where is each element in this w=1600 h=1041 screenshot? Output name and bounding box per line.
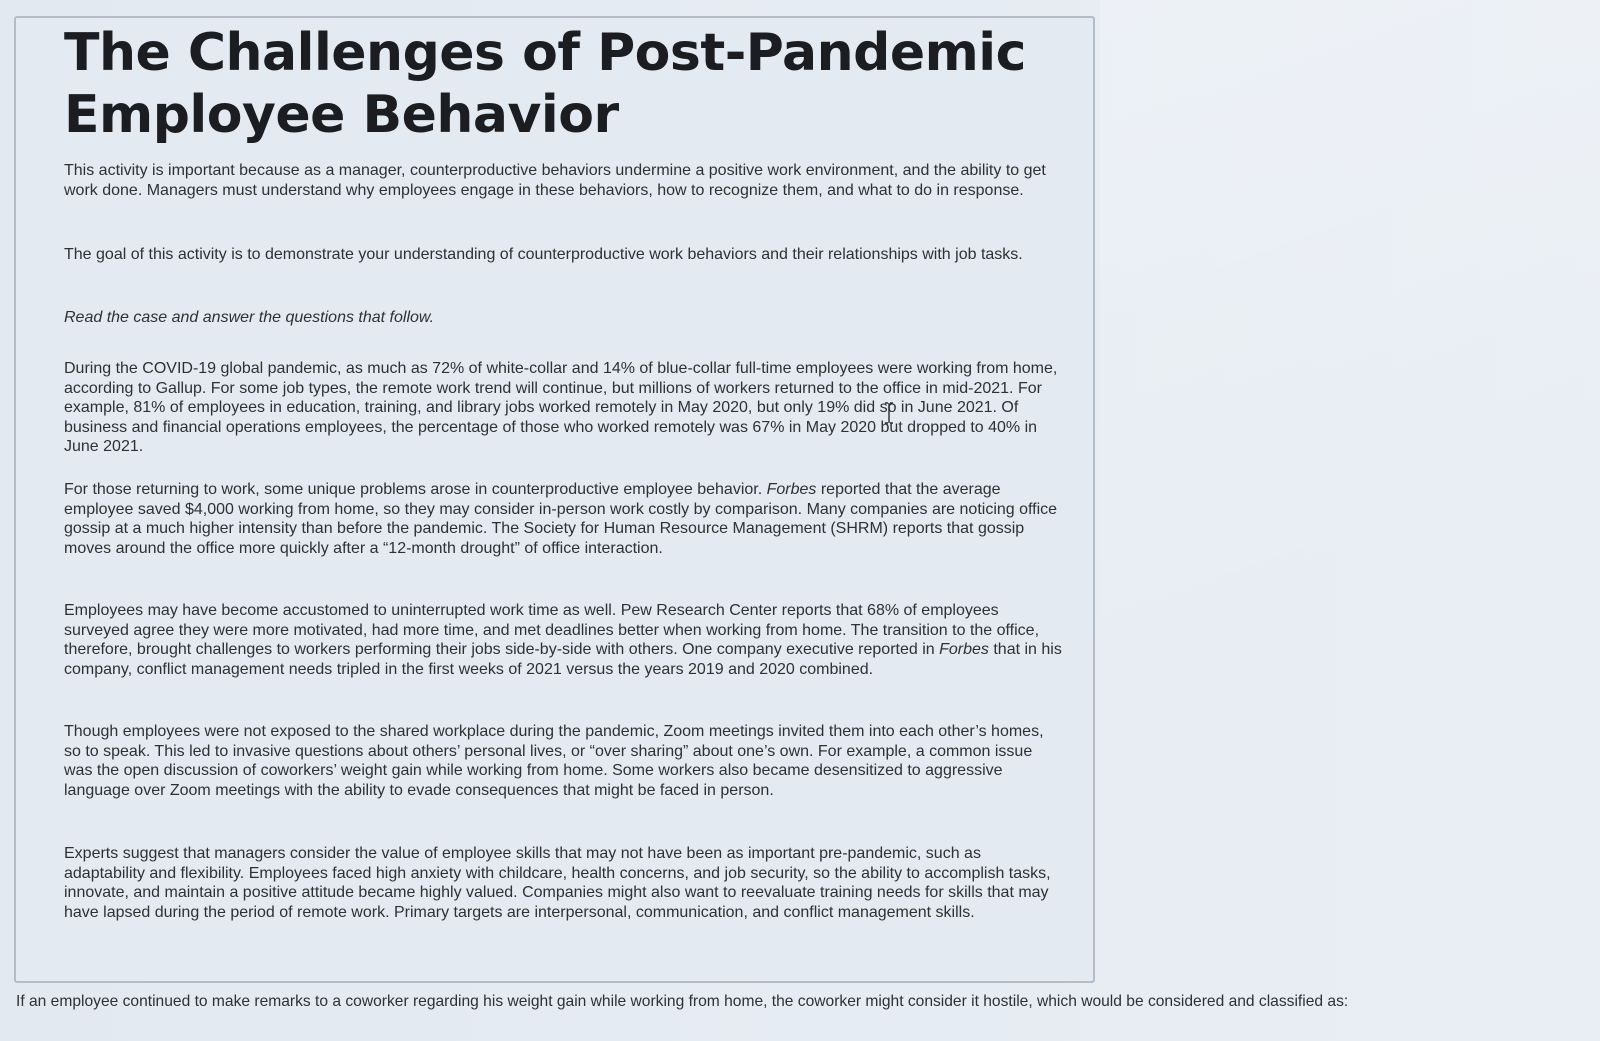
case-paragraph-2-text-a: For those returning to work, some unique problems arose in counterproductive employee behavior. <box>64 481 767 498</box>
case-paragraph-3-text-b: that in his company, conflict management needs tripled in the first weeks of 2021 versus the years 2019 and 2020 combined. <box>64 641 1062 678</box>
case-paragraph-3 <box>64 601 1064 679</box>
case-card <box>14 16 1095 983</box>
case-paragraph-3-text-a: Employees may have become accustomed to uninterrupted work time as well. Pew Research Center reports that 68% of employees surveyed agree they were more motivated, had more time, and met deadlines better when working from home. The transition to the office, therefore, brought challenges to workers performing their jobs side-by-side with others. One company executive reported in <box>64 602 1040 658</box>
goal-paragraph: The goal of this activity is to demonstrate your understanding of counterproductive work behaviors and their relationships with job tasks. <box>64 246 1023 263</box>
source-forbes: Forbes <box>939 641 989 658</box>
source-forbes: Forbes <box>766 481 817 498</box>
case-paragraph-2 <box>64 480 1064 558</box>
question-text: If an employee continued to make remarks to a coworker regarding his weight gain while working from home, the coworker might consider it hostile, which would be considered and classified as: <box>16 993 1349 1010</box>
page-title: The Challenges of Post-Pandemic Employee Behavior <box>64 23 1026 145</box>
text-cursor-icon <box>884 402 894 424</box>
case-paragraph-1: During the COVID-19 global pandemic, as much as 72% of white-collar and 14% of blue-collar full-time employees were working from home, according to Gallup. For some job types, the remote work trend will continue, but millions of workers returned to the office in mid-2021. For example, 81% of employees in education, training, and library jobs worked remotely in May 2020, but only 19% did so in June 2021. Of business and financial operations employees, the percentage of those who worked remotely was 67% in May 2020 but dropped to 40% in June 2021. <box>64 360 1058 455</box>
instruction-text: Read the case and answer the questions that follow. <box>64 309 435 326</box>
case-paragraph-5: Experts suggest that managers consider the value of employee skills that may not have been as important pre-pandemic, such as adaptability and flexibility. Employees faced high anxiety with childcare, health concerns, and job security, so the ability to accomplish tasks, innovate, and maintain a positive attitude became highly valued. Companies might also want to reevaluate training needs for skills that may have lapsed during the period of remote work. Primary targets are interpersonal, communication, and conflict management skills. <box>64 845 1051 921</box>
case-paragraph-2-text-b: reported that the average employee saved $4,000 working from home, so they may consider in-person work costly by comparison. Many companies are noticing office gossip at a much higher intensity than before the pandemic. The Society for Human Resource Management (SHRM) reports that gossip moves around the office more quickly after a “12-month drought” of office interaction. <box>64 481 1058 557</box>
screen-glare <box>1100 0 1600 980</box>
intro-paragraph: This activity is important because as a manager, counterproductive behaviors undermine a positive work environment, and the ability to get work done. Managers must understand why employees engage in these behaviors, how to recognize them, and what to do in response. <box>64 162 1046 199</box>
case-paragraph-4: Though employees were not exposed to the shared workplace during the pandemic, Zoom meetings invited them into each other’s homes, so to speak. This led to invasive questions about others’ personal lives, or “over sharing” about one’s own. For example, a common issue was the open discussion of coworkers’ weight gain while working from home. Some workers also became desensitized to aggressive language over Zoom meetings with the ability to evade consequences that might be faced in person. <box>64 723 1044 799</box>
case-card-content <box>64 18 1074 921</box>
